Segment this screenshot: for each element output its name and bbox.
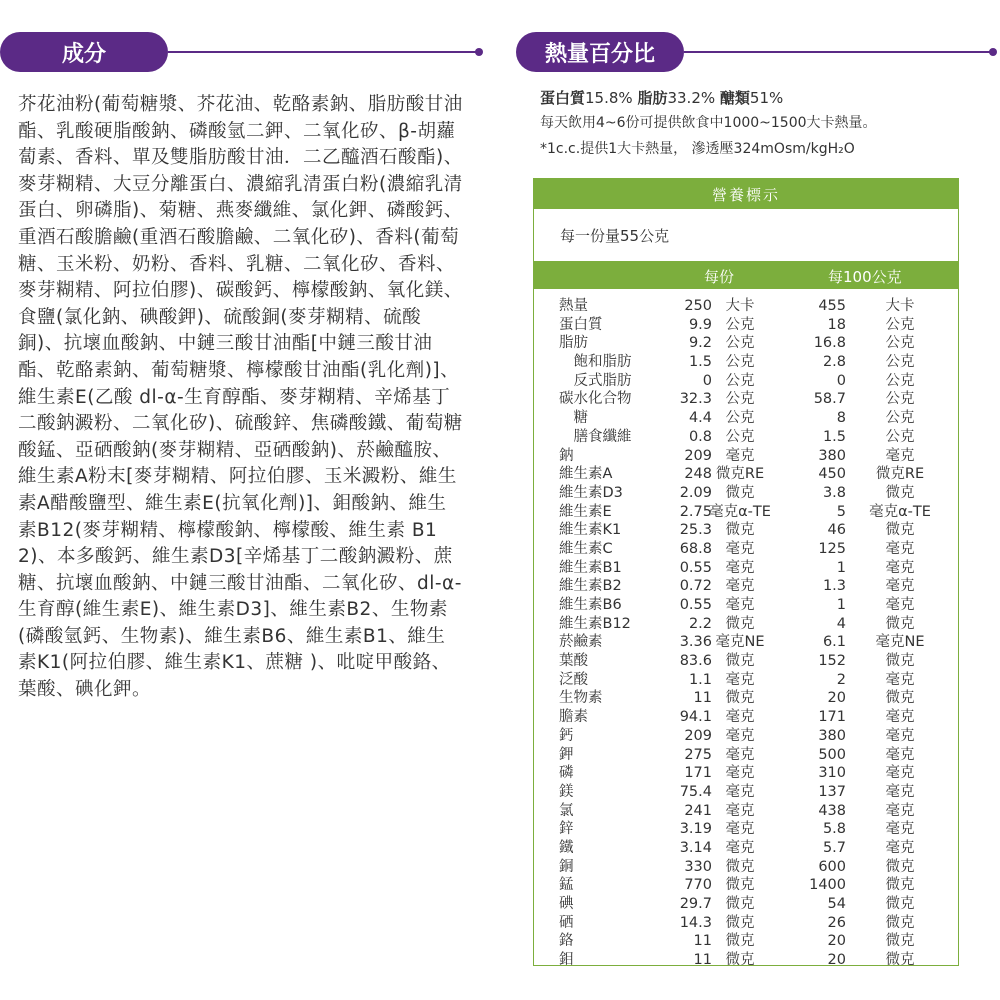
daily-intake-note: 每天飲用4~6份可提供飲食中1000~1500大卡熱量。 — [540, 115, 877, 131]
per-100g-value: 438 — [818, 802, 846, 819]
ingredients-text: 芥花油粉(葡萄糖漿、芥花油、乾酪素鈉、脂肪酸甘油酯、乳酸硬脂酸鈉、磷酸氫二鉀、二氧化矽、β-胡蘿蔔素、香料、單及雙脂肪酸甘油．二乙醯酒石酸酯)、麥芽糊精、大豆分離蛋白、濃縮乳清蛋白粉(濃縮乳清蛋白、卵磷脂)、菊糖、燕麥纖維、氯化鉀、磷酸鈣、重酒石酸膽鹼(重酒石酸膽鹼、二氧化矽)、香料(葡萄糖、玉米粉、奶粉、香料、乳糖、二氧化矽、香料、麥芽糊精、阿拉伯膠)、碳酸鈣、檸檬酸鈉、氧化鎂、食鹽(氯化鈉、碘酸鉀)、硫酸銅(麥芽糊精、硫酸銅)、抗壞血酸鈉、中鏈三酸甘油酯[中鏈三酸甘油酯、乾酪素鈉、葡萄糖漿、檸檬酸甘油酯(乳化劑)]、維生素E(乙酸 dl-α-生育醇酯、麥芽糊精、辛烯基丁二酸鈉澱粉、二氧化矽)、硫酸鋅、焦磷酸鐵、葡萄糖酸錳、亞硒酸鈉(麥芽糊精、亞硒酸鈉)、菸鹼醯胺、維生素A粉末[麥芽糊精、阿拉伯膠、玉米澱粉、維生素A醋酸鹽型、維生素E(抗氧化劑)]、鉬酸鈉、維生素B12(麥芽糊精、檸檬酸鈉、檸檬酸、維生素 B12)、本多酸鈣、維生素D3[辛烯基丁二酸鈉澱粉、蔗糖、抗壞血酸鈉、中鏈三酸甘油酯、二氧化矽、dl-α-生育醇(維生素E)、維生素D3]、維生素B2、生物素(磷酸氫鈣、生物素)、維生素B6、維生素B1、維生素K1(阿拉伯膠、維生素K1、蔗糖 )、吡啶甲酸鉻、葉酸、碘化鉀。 — [18, 94, 463, 701]
nutrition-row — [534, 895, 958, 914]
nutrient-name: 膳食纖維 — [559, 428, 632, 445]
nutrition-row — [534, 802, 958, 821]
per-100g-value: 54 — [827, 896, 846, 912]
per-100g-value: 2 — [836, 671, 846, 688]
nutrition-row — [534, 316, 958, 335]
carb-label: 醣類 — [719, 89, 750, 107]
col-per-serving: 每份 — [704, 268, 735, 286]
per-100g-value: 380 — [818, 727, 846, 744]
per-100g-unit: 微克 — [885, 933, 915, 950]
per-100g-value: 58.7 — [813, 391, 846, 408]
per-serving-value: 209 — [684, 447, 712, 464]
per-serving-unit: 公克 — [725, 428, 755, 445]
per-100g-value: 1400 — [809, 877, 846, 894]
per-100g-value: 310 — [818, 765, 846, 782]
per-100g-value: 1.5 — [822, 428, 846, 445]
nutrition-row — [534, 540, 958, 559]
per-100g-value: 600 — [818, 858, 846, 875]
per-serving-value: 83.6 — [679, 653, 712, 670]
osmolality-note: *1c.c.提供1大卡熱量， 滲透壓324mOsm/kgH₂O — [540, 141, 855, 157]
nutrition-row — [534, 596, 958, 615]
per-serving-value: 9.9 — [688, 316, 712, 333]
per-100g-value: 171 — [818, 709, 846, 726]
per-100g-unit: 公克 — [885, 410, 915, 427]
per-100g-value: 2.8 — [822, 354, 846, 371]
per-100g-value: 1.3 — [822, 578, 846, 595]
nutrient-name: 菸鹼素 — [559, 634, 603, 651]
nutrient-name: 飽和脂肪 — [559, 354, 632, 371]
nutrient-name: 維生素D3 — [559, 484, 623, 501]
nutrition-row — [534, 746, 958, 765]
per-100g-unit: 公克 — [885, 335, 915, 352]
nutrient-name: 維生素B6 — [559, 597, 622, 613]
ingredients-title: 成分 — [0, 32, 168, 72]
per-100g-value: 1 — [836, 597, 846, 613]
per-serving-value: 171 — [684, 765, 712, 782]
nutrient-name: 氯 — [559, 802, 574, 819]
per-serving-value: 29.7 — [679, 896, 712, 912]
per-100g-value: 20 — [827, 952, 846, 969]
nutrient-name: 泛酸 — [559, 671, 588, 688]
per-serving-value: 94.1 — [679, 709, 712, 726]
per-serving-unit: 微克 — [725, 484, 755, 501]
nutrition-row — [534, 521, 958, 540]
per-serving-value: 248 — [684, 466, 712, 483]
per-serving-unit: 微克 — [725, 858, 755, 875]
per-100g-value: 16.8 — [813, 335, 846, 352]
per-100g-unit: 公克 — [885, 428, 915, 445]
per-100g-unit: 毫克 — [885, 447, 915, 464]
per-serving-unit: 微克 — [725, 877, 755, 894]
nutrient-name: 鉻 — [559, 933, 574, 950]
per-100g-unit: 微克 — [885, 522, 915, 539]
per-serving-unit: 毫克 — [725, 671, 755, 688]
per-100g-unit: 公克 — [885, 391, 915, 408]
per-serving-value: 1.5 — [688, 354, 712, 371]
per-serving-value: 1.1 — [688, 671, 712, 688]
per-100g-unit: 毫克 — [885, 802, 915, 819]
nutrient-name: 維生素K1 — [559, 522, 622, 539]
fat-pct: 33.2% — [667, 89, 716, 107]
per-100g-value: 4 — [836, 615, 846, 632]
per-100g-value: 6.1 — [822, 634, 846, 651]
per-100g-unit: 毫克 — [885, 727, 915, 744]
per-serving-value: 11 — [693, 933, 712, 950]
ingredients-header-rule — [168, 51, 480, 53]
nutrient-name: 鈣 — [559, 727, 574, 744]
per-serving-value: 4.4 — [688, 410, 712, 427]
per-serving-value: 2.75 — [679, 503, 712, 520]
nutrient-name: 熱量 — [559, 298, 588, 314]
per-100g-unit: 微克 — [885, 858, 915, 875]
nutrition-column-header — [534, 261, 958, 289]
per-100g-unit: 毫克 — [885, 578, 915, 595]
per-100g-value: 152 — [818, 653, 846, 670]
per-serving-value: 0.8 — [688, 428, 712, 445]
nutrient-name: 鉀 — [559, 746, 574, 763]
per-100g-unit: 毫克 — [885, 839, 915, 856]
nutrient-name: 碳水化合物 — [559, 391, 632, 408]
per-100g-unit: 微克 — [885, 896, 915, 912]
nutrition-row — [534, 577, 958, 596]
nutrient-name: 反式脂肪 — [559, 372, 632, 389]
nutrient-name: 維生素B12 — [559, 615, 631, 632]
per-serving-value: 0.72 — [679, 578, 712, 595]
nutrition-row — [534, 858, 958, 877]
nutrient-name: 鋅 — [559, 821, 574, 838]
per-100g-value: 18 — [827, 316, 846, 333]
per-100g-unit: 毫克 — [885, 821, 915, 838]
per-serving-unit: 公克 — [725, 354, 755, 371]
per-100g-value: 1 — [836, 559, 846, 576]
per-serving-value: 250 — [684, 298, 712, 314]
per-serving-unit: 公克 — [725, 372, 755, 389]
protein-pct: 15.8% — [585, 89, 633, 107]
per-100g-unit: 毫克 — [885, 709, 915, 726]
nutrient-name: 銅 — [559, 858, 574, 875]
nutrition-row — [534, 689, 958, 708]
per-serving-unit: 毫克 — [725, 559, 755, 576]
nutrient-name: 維生素B1 — [559, 559, 622, 576]
nutrient-name: 生物素 — [559, 690, 603, 707]
nutrition-row — [534, 839, 958, 858]
per-serving-unit: 微克 — [725, 952, 755, 969]
per-serving-unit: 毫克 — [725, 597, 755, 613]
per-serving-unit: 微克 — [725, 896, 755, 912]
per-serving-value: 11 — [693, 952, 712, 969]
nutrition-row — [534, 484, 958, 503]
nutrition-row — [534, 764, 958, 783]
per-serving-unit: 毫克 — [725, 802, 755, 819]
per-100g-unit: 微克 — [885, 952, 915, 969]
nutrition-rows — [534, 297, 958, 970]
per-100g-unit: 毫克 — [885, 765, 915, 782]
per-100g-unit: 微克 — [885, 615, 915, 632]
per-100g-value: 380 — [818, 447, 846, 464]
per-serving-value: 3.14 — [679, 839, 712, 856]
per-100g-unit: 毫克NE — [875, 634, 925, 651]
nutrient-name: 膽素 — [559, 709, 588, 726]
per-100g-value: 500 — [818, 746, 846, 763]
nutrition-row — [534, 409, 958, 428]
per-100g-value: 5.7 — [822, 839, 846, 856]
per-100g-value: 46 — [827, 522, 846, 539]
per-serving-unit: 微克 — [725, 690, 755, 707]
per-100g-value: 450 — [818, 466, 846, 483]
per-100g-value: 125 — [818, 540, 846, 557]
per-100g-unit: 毫克 — [885, 671, 915, 688]
per-serving-unit: 毫克NE — [715, 634, 765, 651]
per-100g-unit: 毫克α-TE — [869, 503, 931, 520]
per-100g-unit: 微克 — [885, 690, 915, 707]
per-serving-unit: 毫克 — [725, 447, 755, 464]
per-serving-unit: 微克 — [725, 653, 755, 670]
per-serving-unit: 公克 — [725, 335, 755, 352]
nutrient-name: 維生素C — [559, 540, 613, 557]
per-100g-value: 455 — [818, 298, 846, 314]
nutrition-row — [534, 783, 958, 802]
per-100g-unit: 微克 — [885, 877, 915, 894]
per-serving-value: 68.8 — [679, 540, 712, 557]
nutrition-row — [534, 334, 958, 353]
nutrient-name: 硒 — [559, 914, 574, 931]
nutrition-row — [534, 820, 958, 839]
per-serving-value: 2.2 — [688, 615, 712, 632]
nutrition-row — [534, 951, 958, 970]
nutrient-name: 碘 — [559, 896, 574, 912]
per-100g-value: 26 — [827, 914, 846, 931]
per-serving-unit: 毫克 — [725, 578, 755, 595]
per-100g-value: 8 — [836, 410, 846, 427]
nutrition-row — [534, 876, 958, 895]
per-100g-unit: 微克RE — [875, 466, 925, 483]
per-serving-value: 0.55 — [679, 597, 712, 613]
per-100g-unit: 微克 — [885, 914, 915, 931]
per-serving-value: 275 — [684, 746, 712, 763]
per-100g-unit: 毫克 — [885, 597, 915, 613]
per-serving-unit: 微克 — [725, 914, 755, 931]
nutrition-row — [534, 503, 958, 522]
per-100g-unit: 毫克 — [885, 540, 915, 557]
nutrition-row — [534, 390, 958, 409]
per-serving-unit: 毫克 — [725, 839, 755, 856]
energy-title: 熱量百分比 — [516, 32, 684, 72]
per-serving-unit: 毫克 — [725, 709, 755, 726]
per-serving-value: 330 — [684, 858, 712, 875]
per-serving-unit: 毫克 — [725, 540, 755, 557]
nutrition-row — [534, 727, 958, 746]
per-serving-value: 770 — [684, 877, 712, 894]
per-serving-unit: 毫克 — [725, 821, 755, 838]
nutrition-title: 營養標示 — [534, 179, 958, 209]
nutrition-row — [534, 372, 958, 391]
nutrient-name: 錳 — [559, 877, 574, 894]
per-serving-value: 209 — [684, 727, 712, 744]
per-100g-unit: 公克 — [885, 372, 915, 389]
energy-header-rule — [684, 51, 994, 53]
nutrition-row — [534, 671, 958, 690]
per-serving-unit: 微克 — [725, 615, 755, 632]
energy-info — [540, 86, 990, 162]
nutrition-row — [534, 708, 958, 727]
per-serving-unit: 微克RE — [715, 466, 765, 483]
per-serving-value: 25.3 — [679, 522, 712, 539]
per-serving-value: 11 — [693, 690, 712, 707]
nutrition-row — [534, 559, 958, 578]
nutrition-row — [534, 932, 958, 951]
nutrition-row — [534, 652, 958, 671]
per-100g-unit: 毫克 — [885, 746, 915, 763]
energy-header — [516, 32, 1000, 72]
nutrition-row — [534, 914, 958, 933]
per-serving-unit: 公克 — [725, 391, 755, 408]
nutrition-row — [534, 428, 958, 447]
per-100g-unit: 微克 — [885, 484, 915, 501]
per-serving-unit: 大卡 — [725, 298, 755, 314]
nutrient-name: 鐵 — [559, 839, 574, 856]
nutrient-name: 糖 — [559, 410, 588, 427]
per-100g-unit: 毫克 — [885, 559, 915, 576]
per-serving-value: 14.3 — [679, 914, 712, 931]
per-serving-value: 2.09 — [679, 484, 712, 501]
per-serving-unit: 毫克 — [725, 783, 755, 800]
energy-breakdown — [540, 86, 990, 110]
per-serving-unit: 毫克 — [725, 765, 755, 782]
per-100g-value: 5 — [836, 503, 846, 520]
col-per-100g: 每100公克 — [828, 268, 902, 286]
per-serving-value: 3.19 — [679, 821, 712, 838]
per-serving-value: 0.55 — [679, 559, 712, 576]
per-serving-unit: 公克 — [725, 316, 755, 333]
carb-pct: 51% — [749, 89, 784, 107]
fat-label: 脂肪 — [637, 89, 668, 107]
per-100g-value: 0 — [836, 372, 846, 389]
nutrient-name: 維生素E — [559, 503, 612, 520]
per-100g-value: 137 — [818, 783, 846, 800]
per-serving-value: 75.4 — [679, 783, 712, 800]
per-serving-value: 9.2 — [688, 335, 712, 352]
per-100g-unit: 大卡 — [885, 298, 915, 314]
nutrition-row — [534, 633, 958, 652]
nutrition-row — [534, 297, 958, 316]
nutrition-row — [534, 447, 958, 466]
per-100g-value: 5.8 — [822, 821, 846, 838]
nutrition-row — [534, 615, 958, 634]
per-100g-unit: 公克 — [885, 316, 915, 333]
per-serving-unit: 毫克 — [725, 746, 755, 763]
nutrient-name: 蛋白質 — [559, 316, 603, 333]
per-serving-unit: 毫克α-TE — [709, 503, 771, 520]
nutrient-name: 鈉 — [559, 447, 574, 464]
per-100g-unit: 公克 — [885, 354, 915, 371]
per-serving-value: 32.3 — [679, 391, 712, 408]
serving-size: 每一份量55公克 — [560, 226, 670, 245]
nutrient-name: 維生素A — [559, 466, 613, 483]
per-serving-unit: 毫克 — [725, 727, 755, 744]
nutrient-name: 脂肪 — [559, 335, 588, 352]
per-serving-value: 3.36 — [679, 634, 712, 651]
per-serving-value: 0 — [702, 372, 712, 389]
per-serving-unit: 微克 — [725, 522, 755, 539]
ingredients-header — [0, 32, 485, 72]
per-100g-value: 20 — [827, 933, 846, 950]
nutrition-label — [533, 178, 959, 969]
nutrient-name: 鎂 — [559, 783, 574, 800]
per-100g-value: 3.8 — [822, 484, 846, 501]
per-100g-unit: 微克 — [885, 653, 915, 670]
nutrient-name: 鉬 — [559, 952, 574, 969]
per-serving-value: 241 — [684, 802, 712, 819]
per-serving-unit: 公克 — [725, 410, 755, 427]
per-serving-unit: 微克 — [725, 933, 755, 950]
nutrition-row — [534, 353, 958, 372]
nutrient-name: 葉酸 — [559, 653, 588, 670]
per-100g-unit: 毫克 — [885, 783, 915, 800]
nutrient-name: 維生素B2 — [559, 578, 622, 595]
per-100g-value: 20 — [827, 690, 846, 707]
protein-label: 蛋白質 — [540, 89, 586, 107]
nutrient-name: 磷 — [559, 765, 574, 782]
nutrition-row — [534, 465, 958, 484]
